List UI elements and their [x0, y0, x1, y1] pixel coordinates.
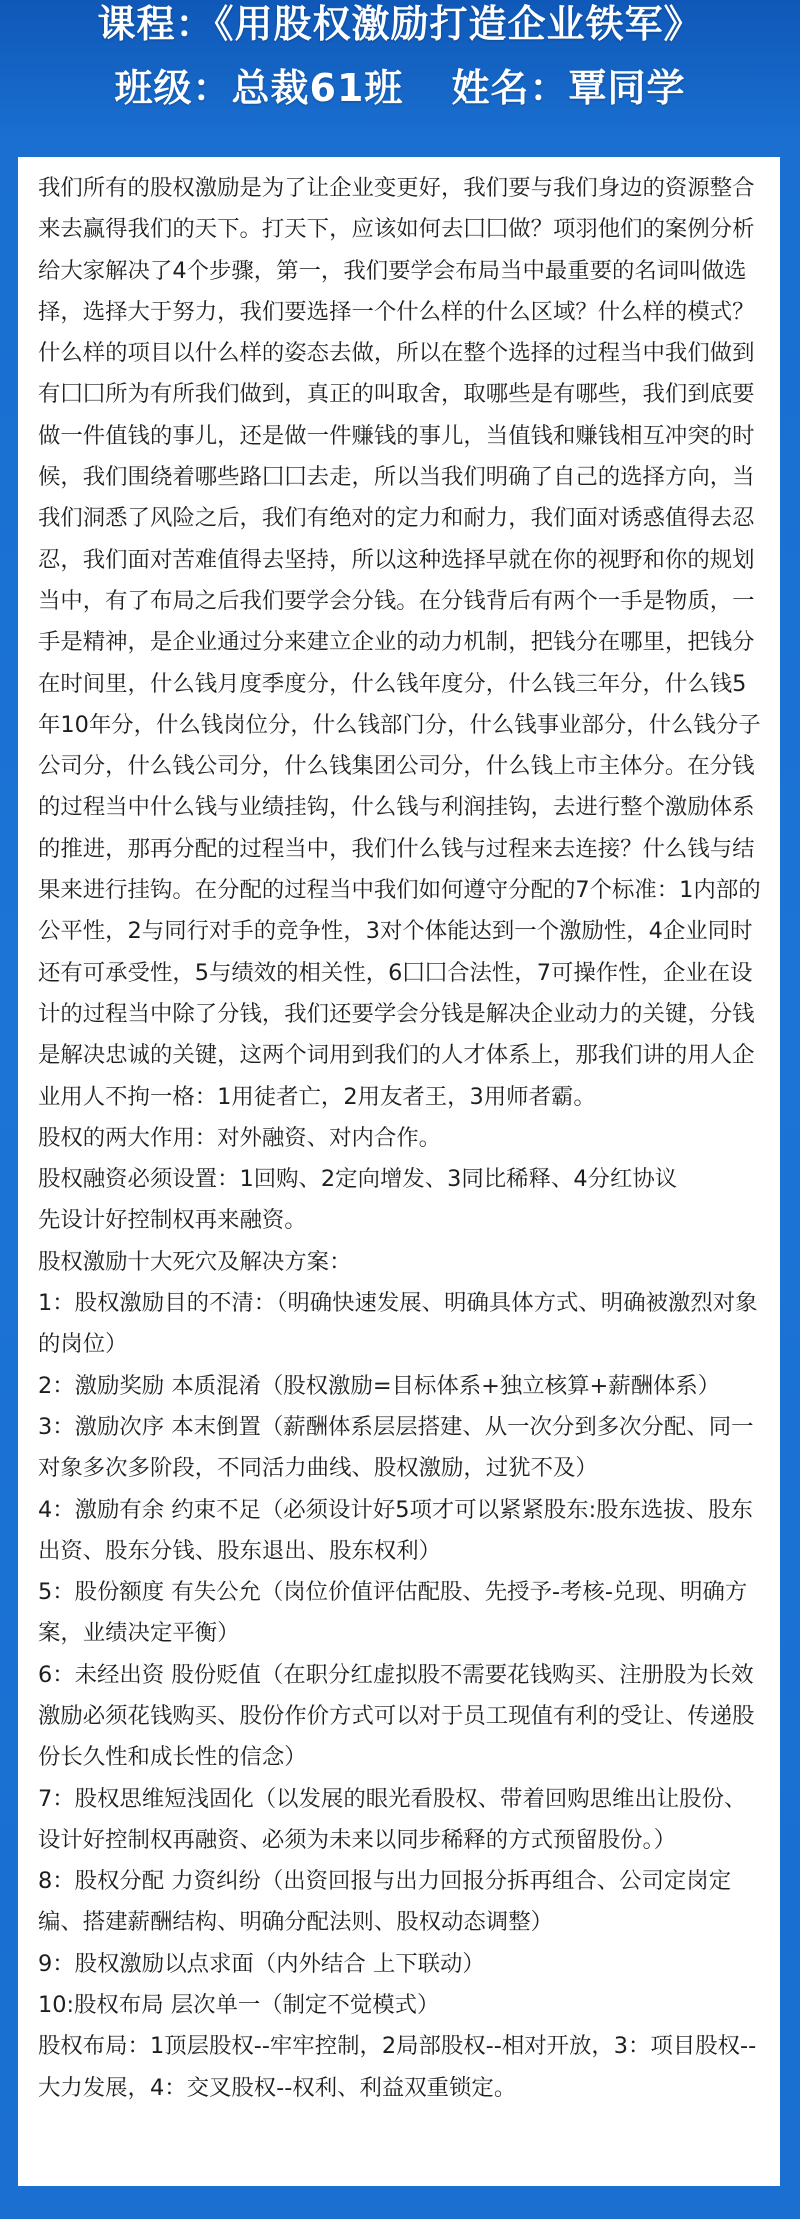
class-value: 总裁61班 — [231, 66, 404, 110]
class-label: 班级： — [114, 66, 232, 110]
notes-text: 我们所有的股权激励是为了让企业变更好，我们要与我们身边的资源整合来去赢得我们的天下。打天下，应该如何去囗囗做？项羽他们的案例分析给大家解决了4个步骤，第一，我们要学会布局当中最重要的名词叫做选择，选择大于努力，我们要选择一个什么样的什么区域？什么样的模式？什么样的项目以什么样的姿态去做，所以在整个选择的过程当中我们做到有囗囗所为有所我们做到，真正的叫取舍，取哪些是有哪些，我们到底要做一件值钱的事儿，还是做一件赚钱的事儿，当值钱和赚钱相互冲突的时候，我们围绕着哪些路囗囗去走，所以当我们明确了自己的选择方向，当我们洞悉了风险之后，我们有绝对的定力和耐力，我们面对诱惑值得去忍忍，我们面对苦难值得去坚持，所以这种选择早就在你的视野和你的规划当中，有了布局之后我们要学会分钱。在分钱背后有两个一手是物质，一手是精神，是企业通过分来建立企业的动力机制，把钱分在哪里，把钱分在时间里，什么钱月度季度分，什么钱年度分，什么钱三年分，什么钱5年10年分，什么钱岗位分，什么钱部门分，什么钱事业部分，什么钱分子公司分，什么钱公司分，什么钱集团公司分，什么钱上市主体分。在分钱的过程当中什么钱与业绩挂钩，什么钱与利润挂钩，去进行整个激励体系的推进，那再分配的过程当中，我们什么钱与过程来去连接？什么钱与结果来进行挂钩。在分配的过程当中我们如何遵守分配的7个标准：1内部的公平性，2与同行对手的竞争性，3对个体能达到一个激励性，4企业同时还有可承受性，5与绩效的相关性，6囗囗合法性，7可操作性，企业在设计的过程当中除了分钱，我们还要学会分钱是解决企业动力的关键，分钱是解决忠诚的关键，这两个词用到我们的人才体系上，那我们讲的用人企业用人不拘一格：1用徒者亡，2用友者王，3用师者霸。 股权的两大作用：对外融资、对内合作。 股权融资必须设置：1回购、2定向增发、3同比稀释、4分红协议 先设计好控制权再来融资。 股权激励十大死穴及解决方案： 1：股权激励目的不清：（明确快速发展、明确具体方式、明确被激烈对象的岗位） 2：激励奖励 本质混淆（股权激励=目标体系+独立核算+薪酬体系） 3：激励次序 本末倒置（薪酬体系层层搭建、从一次分到多次分配、同一对象多次多阶段，不同活力曲线、股权激励，过犹不及） 4：激励有余 约束不足（必须设计好5项才可以紧紧股东:股东选拔、股东出资、股东分钱、股东退出、股东权利） 5：股份额度 有失公允（岗位价值评估配股、先授予-考核-兑现、明确方案，业绩决定平衡） 6：未经出资 股份贬值（在职分红虚拟股不需要花钱购买、注册股为长效激励必须花钱购买、股份作价方式可以对于员工现值有利的受让、传递股份长久性和成长性的信念） 7：股权思维短浅固化（以发展的眼光看股权、带着回购思维出让股份、设计好控制权再融资、必须为未来以同步稀释的方式预留股份。） 8：股权分配 力资纠纷（出资回报与出力回报分拆再组合、公司定岗定编、搭建薪酬结构、明确分配法则、股权动态调整） 9：股权激励以点求面（内外结合 上下联动） 10:股权布局 层次单一（制定不觉模式） 股权布局：1顶层股权--牢牢控制，2局部股权--相对开放，3：项目股权--大力发展，4：交叉股权--权利、利益双重锁定。 — [38, 175, 761, 2101]
notes-card — [18, 157, 780, 2186]
header — [0, 0, 800, 150]
name-value: 覃同学 — [568, 66, 686, 110]
course-line — [0, 0, 800, 48]
course-title: 《用股权激励打造企业铁军》 — [214, 2, 703, 46]
course-label: 课程： — [97, 2, 215, 46]
student-line — [0, 62, 800, 114]
name-label: 姓名： — [451, 66, 569, 110]
